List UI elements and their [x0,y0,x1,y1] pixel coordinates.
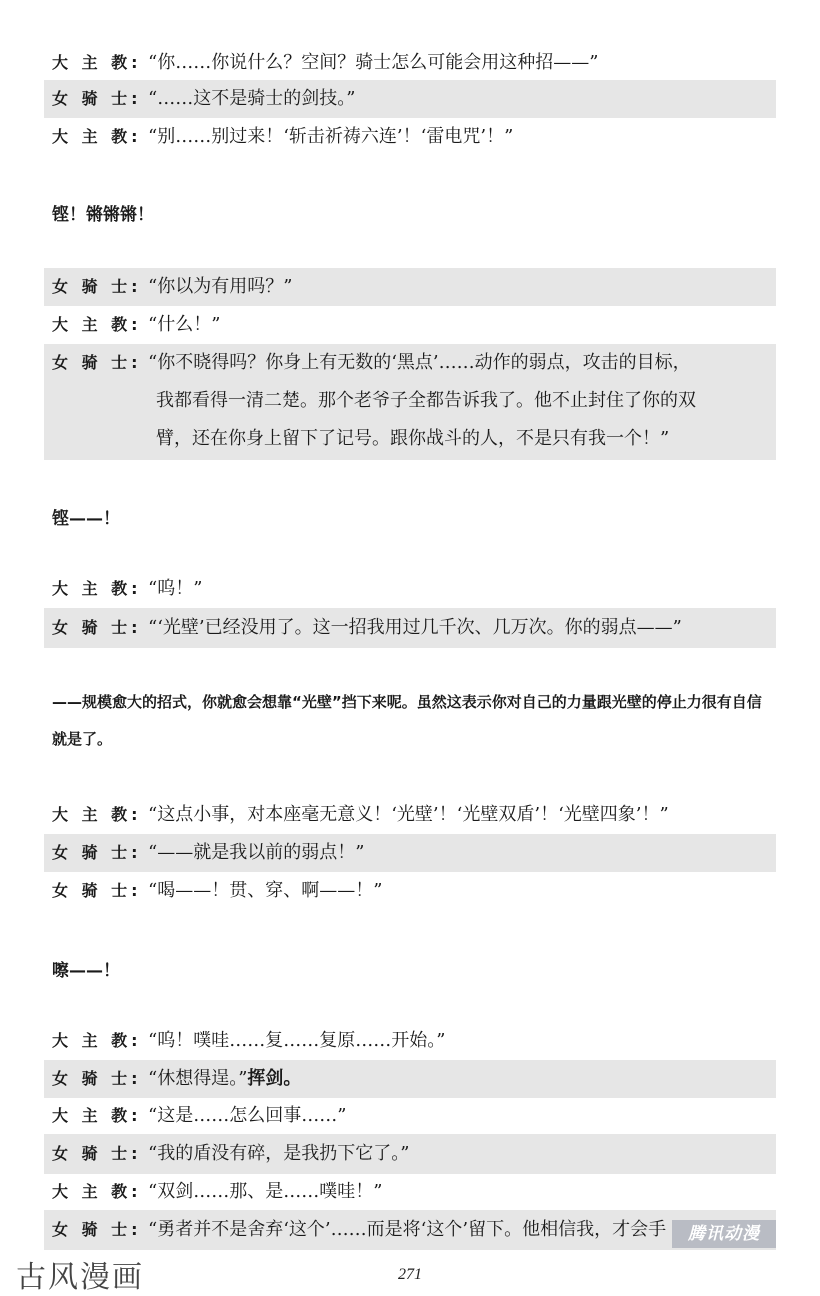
dialogue-line [44,872,776,910]
speech-text: “呜！” [148,578,203,599]
speaker-label: 女 骑 士: [52,618,142,637]
dialogue-line [44,1022,776,1060]
dialogue-line [44,1174,776,1210]
dialogue-line [44,1098,776,1134]
dialogue-line [44,1210,776,1250]
speech-text: “你……你说什么？空间？骑士怎么可能会用这种招——” [148,52,599,73]
sound-effect: 铿！锵锵锵！ [52,205,154,225]
dialogue-line [52,344,776,382]
speaker-label: 大 主 教: [52,1182,142,1201]
speech-text: “这点小事，对本座毫无意义！‘光壁’！‘光壁双盾’！‘光壁四象’！” [148,804,669,825]
speech-text: “喝——！贯、穿、啊——！” [148,880,383,901]
speech-text [148,1060,776,1098]
dialogue-line [44,608,776,648]
dialogue-line [44,834,776,872]
speech-continuation: 我都看得一清二楚。那个老爷子全都告诉我了。他不止封住了你的双 [156,390,696,411]
speech-quote: “休想得逞。” [148,1068,248,1089]
speech-text: “你以为有用吗？” [148,276,293,297]
speech-text: “勇者并不是舍弃‘这个’……而是将‘这个’留下。他相信我，才会手 [148,1219,667,1240]
sound-effect: 铿——！ [52,509,120,529]
speech-text: “什么！” [148,314,221,335]
speech-text: “……这不是骑士的剑技。” [148,88,356,109]
speaker-label: 女 骑 士: [52,881,142,900]
dialogue-line [44,1060,776,1098]
speaker-label: 女 骑 士: [52,1220,142,1239]
speaker-label: 大 主 教: [52,579,142,598]
speech-text: “这是……怎么回事……” [148,1105,347,1126]
speaker-label: 大 主 教: [52,1106,142,1125]
dialogue-line [44,306,776,344]
narration-paragraph: ——规模愈大的招式，你就愈会想靠“光壁”挡下来呢。虽然这表示你对自己的力量跟光壁的停止力很有自信就是了。 [52,693,762,748]
sound-effect: 嚓——！ [52,961,120,981]
dialogue-line [44,570,776,608]
speech-text: “你不晓得吗？你身上有无数的‘黑点’……动作的弱点，攻击的目标， [148,352,691,373]
speech-text: “‘光壁’已经没用了。这一招我用过几千次、几万次。你的弱点——” [148,617,682,638]
dialogue-paragraph [44,344,776,460]
speaker-label: 女 骑 士: [52,1069,142,1088]
speaker-label: 大 主 教: [52,53,142,72]
speech-text: “我的盾没有碎，是我扔下它了。” [148,1143,410,1164]
dialogue-line [44,46,776,80]
page-number: 271 [398,1266,422,1283]
dialogue-line [44,118,776,156]
dialogue-line [44,1134,776,1174]
dialogue-line [44,268,776,306]
dialogue-line [44,80,776,118]
speech-text: “呜！噗哇……复……复原……开始。” [148,1030,446,1051]
action-text: 挥剑。 [247,1068,302,1089]
speech-text: “——就是我以前的弱点！” [148,842,365,863]
speaker-label: 大 主 教: [52,1031,142,1050]
speaker-label: 女 骑 士: [52,843,142,862]
speaker-label: 女 骑 士: [52,89,142,108]
speaker-label: 大 主 教: [52,315,142,334]
speaker-label: 大 主 教: [52,805,142,824]
speech-continuation: 臂，还在你身上留下了记号。跟你战斗的人，不是只有我一个！” [156,428,670,449]
speaker-label: 女 骑 士: [52,277,142,296]
speaker-label: 女 骑 士: [52,1144,142,1163]
watermark-text: 古风漫画 [16,1260,144,1295]
dialogue-line [44,796,776,834]
speaker-label: 女 骑 士: [52,353,142,372]
speaker-label: 大 主 教: [52,127,142,146]
brand-logo: 腾讯动漫 [672,1220,776,1248]
speech-text: “双剑……那、是……噗哇！” [148,1181,383,1202]
speech-text: “别……别过来！‘斩击祈祷六连’！‘雷电咒’！” [148,126,514,147]
